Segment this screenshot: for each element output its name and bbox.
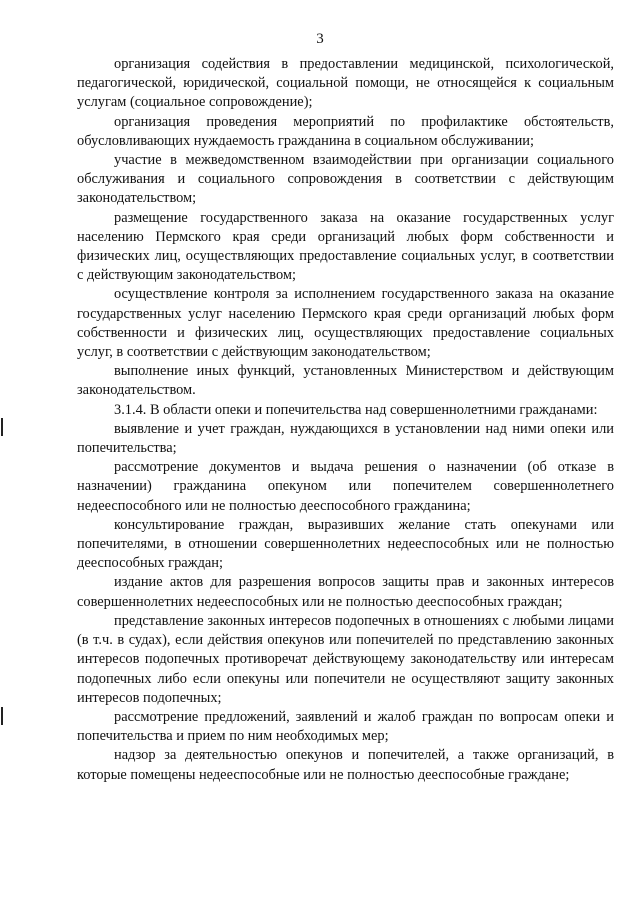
scan-margin-mark	[1, 707, 3, 725]
paragraph-state-order-placement: размещение государственного заказа на оказание государственных услуг населению Пермского края среди организаций любых форм собственности и физических лиц, осуществляющих предоставление социальных услуг, в соответствии с действующим законодательством;	[77, 209, 614, 284]
paragraph-other-functions: выполнение иных функций, установленных Министерством и действующим законодательством.	[77, 363, 614, 399]
paragraph-identification-registration: выявление и учет граждан, нуждающихся в установлении над ними опеки или попечительства;	[77, 420, 614, 457]
scan-margin-mark	[1, 418, 3, 436]
paragraph-prevention-measures: организация проведения мероприятий по профилактике обстоятельств, обусловливающих нуждаемость гражданина в социальном обслуживании;	[77, 113, 614, 149]
paragraph-consulting-citizens: консультирование граждан, выразивших желание стать опекунами или попечителями, в отношении совершеннолетних недееспособных или не полностью дееспособных граждан;	[77, 516, 614, 572]
paragraph-complaints-review: рассмотрение предложений, заявлений и жалоб граждан по вопросам опеки и попечительства и прием по ним необходимых мер;	[77, 708, 614, 745]
page-number: 3	[316, 31, 324, 47]
document-body	[77, 55, 614, 785]
paragraph-guardian-supervision: надзор за деятельностью опекунов и попечителей, а также организаций, в которые помещены недееспособные или не полностью дееспособные граждане;	[77, 747, 614, 783]
section-heading-3-1-4: 3.1.4. В области опеки и попечительства над совершеннолетними гражданами:	[114, 401, 598, 418]
paragraph-state-order-control: осуществление контроля за исполнением государственного заказа на оказание государственных услуг населению Пермского края среди организаций любых форм собственности и физических лиц, осуществляющих предоставление социальных услуг, в соответствии с действующим законодательством;	[77, 286, 614, 361]
paragraph-interagency-cooperation: участие в межведомственном взаимодействии при организации социального обслуживания и социального сопровождения в соответствии с действующим законодательством;	[77, 152, 614, 207]
paragraph-representation-of-interests: представление законных интересов подопечных в отношениях с любыми лицами (в т.ч. в судах), если действия опекунов или попечителей по представлению законных интересов подопечных противоречат действующему законодательству или интересам подопечных либо если опекуны или попечители не осуществляют защиту законных интересов подопечных;	[77, 612, 614, 706]
paragraph-issuing-acts: издание актов для разрешения вопросов защиты прав и законных интересов совершеннолетних недееспособных или не полностью дееспособных граждан;	[77, 574, 614, 610]
paragraph-social-support: организация содействия в предоставлении медицинской, психологической, педагогической, юридической, социальной помощи, не относящейся к социальным услугам (социальное сопровождение);	[77, 56, 614, 111]
paragraph-guardian-appointment: рассмотрение документов и выдача решения о назначении (об отказе в назначении) гражданина опекуном или попечителем совершеннолетнего недееспособного или не полностью дееспособного гражданина;	[77, 459, 614, 514]
